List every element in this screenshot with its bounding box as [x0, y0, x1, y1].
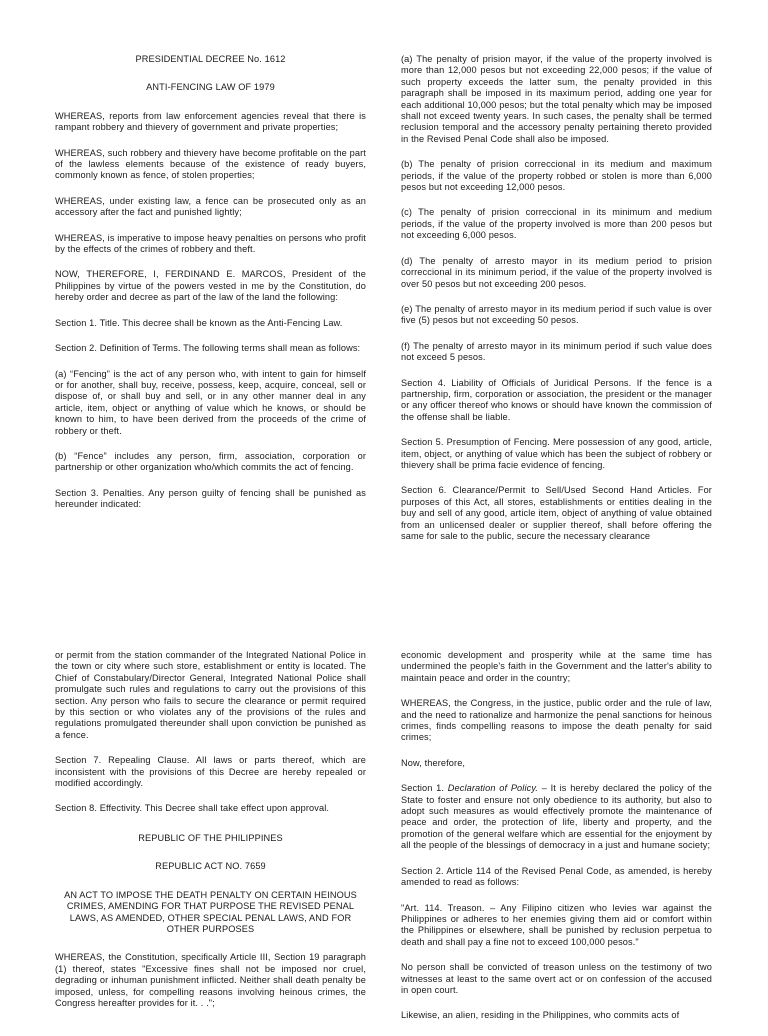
page2-left-column — [55, 650, 366, 1023]
paragraph: Section 8. Effectivity. This Decree shall take effect upon approval. — [55, 803, 330, 814]
law-title: ANTI-FENCING LAW OF 1979 — [146, 82, 275, 93]
paragraph: WHEREAS, is imperative to impose heavy penalties on persons who profit by the effects of the crimes of robbery and theft. — [55, 232, 366, 255]
paragraph: "Art. 114. Treason. – Any Filipino citizen who levies war against the Philippines or adheres to her enemies giving them aid or comfort within the Philippines or elsewhere, shall be punished by reclusion perpetua to death and shall pay a fine not to exceed 100,000 pesos." — [401, 902, 712, 947]
act-number-heading: REPUBLIC ACT NO. 7659 — [155, 861, 266, 872]
paragraph: (e) The penalty of arresto mayor in its medium period if such value is over five (5) pesos but not exceeding 50 pesos. — [401, 303, 712, 326]
paragraph: Section 4. Liability of Officials of Juridical Persons. If the fence is a partnership, firm, corporation or association, the president or the manager or any officer thereof who knows or should have known the commission of the offense shall be liable. — [401, 377, 712, 422]
paragraph: (b) “Fence” includes any person, firm, association, corporation or partnership or other organization who/which commits the act of fencing. — [55, 450, 366, 473]
paragraph: (a) “Fencing” is the act of any person who, with intent to gain for himself or for another, shall buy, receive, possess, keep, acquire, conceal, sell or dispose of, or shall buy and sell, or in any other manner deal in any article, item, object or anything of value which he knows, or should be known to him, to have been derived from the proceeds of the crime of robbery or theft. — [55, 368, 366, 436]
section-1-heading: Declaration of Policy. — [447, 783, 539, 794]
page1-right-column — [401, 54, 712, 556]
decree-title: PRESIDENTIAL DECREE No. 1612 — [135, 54, 286, 64]
paragraph: (c) The penalty of prision correccional in its minimum and medium periods, if the value of the property involved is more than 200 pesos but not exceeding 6,000 pesos. — [401, 207, 712, 241]
paragraph: (d) The penalty of arresto mayor in its medium period to prision correccional in its minimum period, if the value of the property involved is over 50 pesos but not exceeding 200 pesos. — [401, 255, 712, 289]
paragraph: WHEREAS, reports from law enforcement agencies reveal that there is rampant robbery and thievery of government and private properties; — [55, 110, 366, 133]
paragraph: economic development and prosperity while at the same time has undermined the people's faith in the Government and the latter's ability to maintain peace and order in the country; — [401, 650, 712, 683]
section-1-paragraph — [401, 783, 712, 851]
paragraph: NOW, THEREFORE, I, FERDINAND E. MARCOS, President of the Philippines by virtue of the powers vested in me by the Constitution, do hereby order and decree as part of the law of the land the following: — [55, 269, 366, 303]
paragraph: Now, therefore, — [401, 757, 466, 768]
paragraph: WHEREAS, such robbery and thievery have become profitable on the part of the lawless elements because of the existence of ready buyers, commonly known as fence, of stolen properties; — [55, 147, 366, 181]
paragraph: Section 2. Article 114 of the Revised Penal Code, as amended, is hereby amended to read as follows: — [401, 865, 712, 888]
paragraph: Section 5. Presumption of Fencing. Mere possession of any good, article, item, object, or anything of value which has been the subject of robbery or thievery shall be prima facie evidence of fencing. — [401, 437, 712, 470]
document-page-2 — [0, 640, 768, 1024]
section-1-text: – It is hereby declared the policy of the State to foster and ensure not only obedience to its authority, but also to adopt such measures as would effectively promote the maintenance of peace and order, the protection of life, liberty and property, and the promotion of the general welfare which are essential for the enjoyment by all the people of the blessings of democracy in a just and humane society; — [401, 783, 712, 851]
paragraph: Section 3. Penalties. Any person guilty of fencing shall be punished as hereunder indicated: — [55, 487, 366, 510]
page1-left-column — [55, 54, 366, 525]
paragraph: (b) The penalty of prision correccional in its medium and maximum periods, if the value of the property robbed or stolen is more than 6,000 pesos but not exceeding 12,000 pesos. — [401, 159, 712, 193]
paragraph: Section 6. Clearance/Permit to Sell/Used Second Hand Articles. For purposes of this Act, all stores, establishments or entities dealing in the buy and sell of any good, article item, object of anything of value obtained from an unlicensed dealer or supplier thereof, shall before offering the same for sale to the public, secure the necessary clearance — [401, 485, 712, 541]
page2-right-column — [401, 650, 712, 1036]
paragraph: or permit from the station commander of the Integrated National Police in the town or city where such store, establishment or entity is located. The Chief of Constabulary/Director General, Integrated National Police shall promulgate such rules and regulations to carry out the provisions of this section. Any person who fails to secure the clearance or permit required by this section or who violates any of the provisions of the rules and regulations promulgated thereunder shall upon conviction be punished as a fence. — [55, 650, 366, 740]
paragraph: Section 1. Title. This decree shall be known as the Anti-Fencing Law. — [55, 317, 343, 328]
paragraph: WHEREAS, the Congress, in the justice, public order and the rule of law, and the need to rationalize and harmonize the penal sanctions for heinous crimes, finds compelling reasons to impose the death penalty for said crimes; — [401, 698, 712, 743]
republic-heading: REPUBLIC OF THE PHILIPPINES — [138, 832, 283, 843]
paragraph: Section 2. Definition of Terms. The following terms shall mean as follows: — [55, 343, 361, 354]
paragraph: WHEREAS, under existing law, a fence can be prosecuted only as an accessory after the fact and punished lightly; — [55, 195, 366, 218]
section-1-label: Section 1. — [401, 783, 445, 794]
paragraph: WHEREAS, the Constitution, specifically Article III, Section 19 paragraph (1) thereof, states "Excessive fines shall not be imposed nor cruel, degrading or inhuman punishment inflicted. Neither shall death penalty be imposed, unless, for compelling reasons involving heinous crimes, the Congress hereafter provides for it. . ."; — [55, 952, 366, 1008]
paragraph: (a) The penalty of prision mayor, if the value of the property involved is more than 12,000 pesos but not exceeding 22,000 pesos; if the value of such property exceeds the latter sum, the penalty provided in this paragraph shall be imposed in its maximum period, adding one year for each additional 10,000 pesos; but the total penalty which may be imposed shall not exceed twenty years. In such cases, the penalty shall be termed reclusion temporal and the accessory penalty pertaining thereto provided in the Revised Penal Code shall also be imposed. — [401, 54, 712, 144]
act-title: AN ACT TO IMPOSE THE DEATH PENALTY ON CERTAIN HEINOUS CRIMES, AMENDING FOR THAT PURPOSE THE REVISED PENAL LAWS, AS AMENDED, OTHER SPECIAL PENAL LAWS, AND FOR OTHER PURPOSES — [64, 889, 357, 934]
paragraph: No person shall be convicted of treason unless on the testimony of two witnesses at least to the same overt act or on confession of the accused in open court. — [401, 962, 712, 995]
paragraph: Likewise, an alien, residing in the Philippines, who commits acts of — [401, 1010, 680, 1021]
paragraph: (f) The penalty of arresto mayor in its minimum period if such value does not exceed 5 pesos. — [401, 340, 712, 363]
paragraph: Section 7. Repealing Clause. All laws or parts thereof, which are inconsistent with the provisions of this Decree are hereby repealed or modified accordingly. — [55, 755, 366, 789]
